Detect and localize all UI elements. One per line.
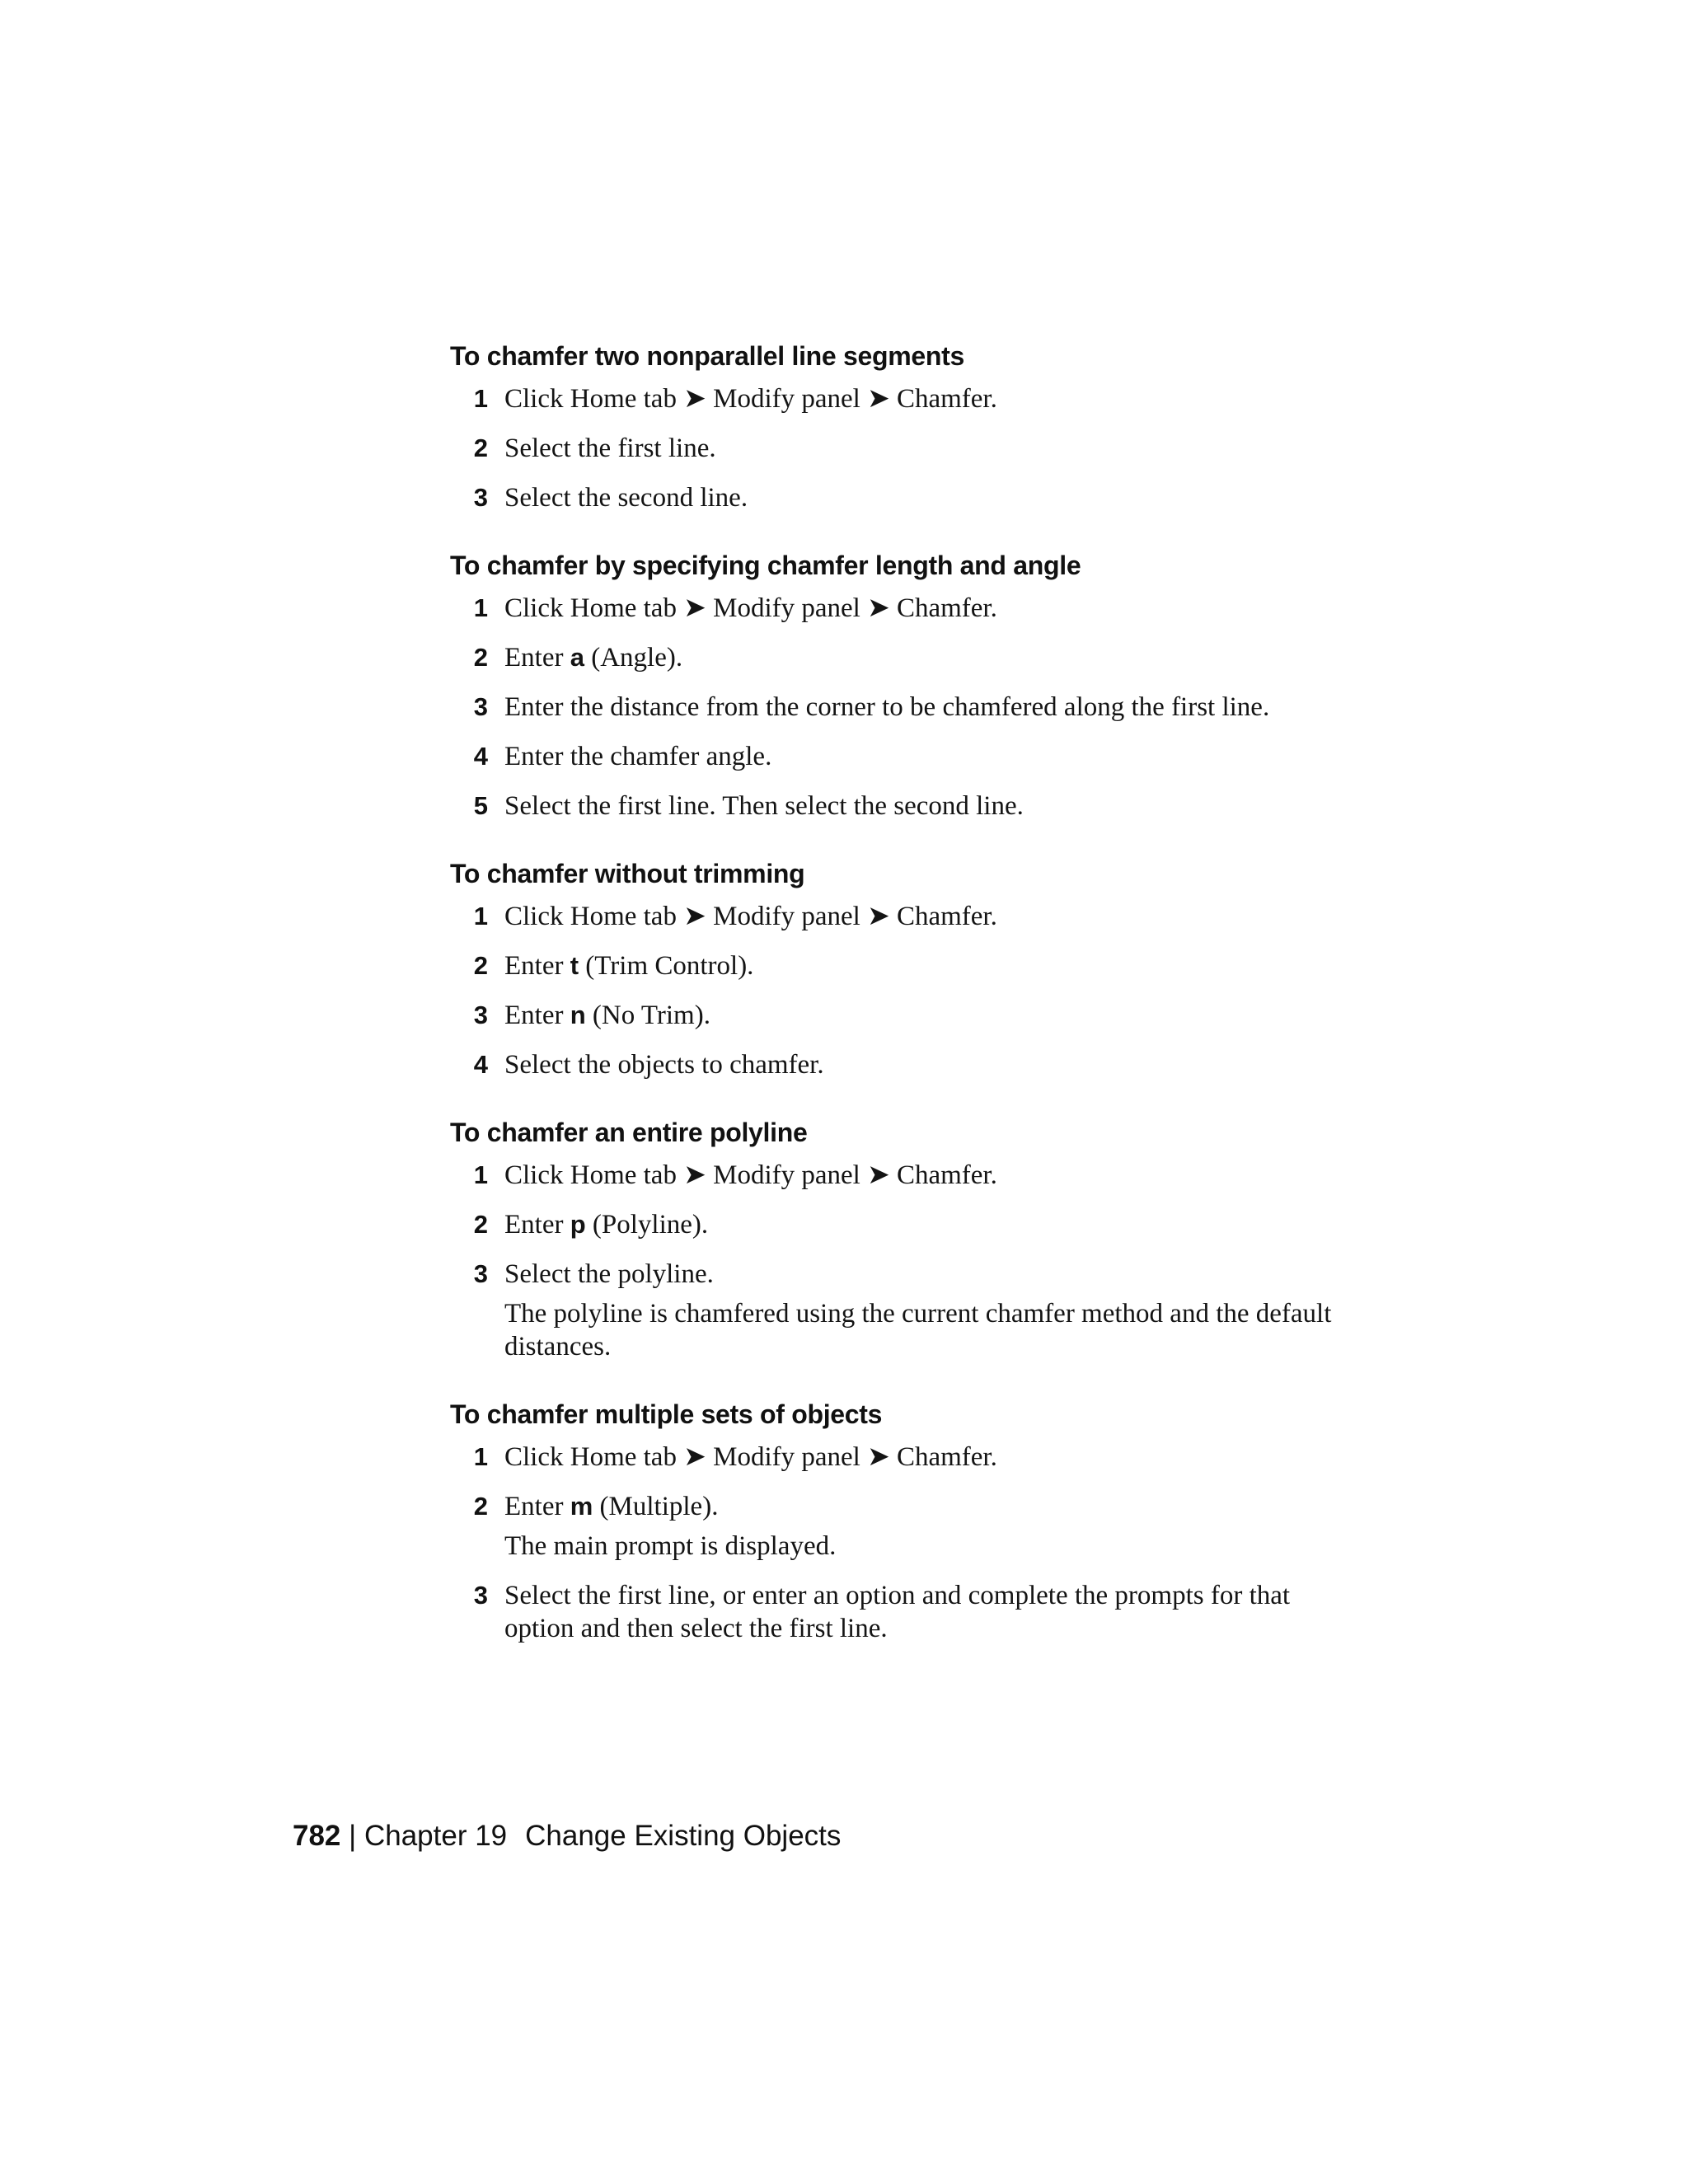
chapter-title: Change Existing Objects [525, 1820, 842, 1852]
step-item [450, 592, 1357, 625]
step-text [504, 740, 1357, 773]
step-note: The main prompt is displayed. [504, 1531, 837, 1561]
page-number: 782 [293, 1820, 341, 1852]
step-item [450, 1159, 1357, 1192]
step-text-main: Enter [504, 951, 570, 981]
step-text [504, 1579, 1357, 1645]
command-option-key: t [570, 951, 579, 980]
step-number: 5 [473, 791, 488, 820]
step-text [504, 790, 1357, 823]
step-item [450, 481, 1357, 514]
section-heading: To chamfer by specifying chamfer length and angle [450, 551, 1081, 580]
footer-separator: | [340, 1820, 364, 1852]
step-text-suffix: (Polyline). [585, 1210, 709, 1240]
step-text-main: Enter [504, 1001, 570, 1030]
step-text [504, 592, 1357, 625]
step-text [504, 1159, 1357, 1192]
step-note: The polyline is chamfered using the current chamfer method and the default distances. [504, 1299, 1332, 1361]
command-option-key: p [570, 1210, 586, 1239]
step-item [450, 641, 1357, 674]
procedure-section [450, 1398, 1357, 1645]
step-text-main: Select the first line. Then select the second line. [504, 791, 1024, 821]
procedure-section [450, 857, 1357, 1081]
procedure-section [450, 340, 1357, 514]
step-text [504, 1208, 1357, 1241]
step-number: 4 [473, 742, 488, 771]
step-item [450, 432, 1357, 465]
document-body [450, 340, 1357, 1680]
command-option-key: m [570, 1492, 593, 1521]
step-text-main: Select the first line, or enter an option and complete the prompts for that option and then select the first line. [504, 1581, 1291, 1643]
step-number: 3 [473, 1581, 488, 1610]
step-text-main: Click Home tab ➤ Modify panel ➤ Chamfer. [504, 902, 997, 931]
step-item [450, 1258, 1357, 1363]
step-text-suffix: (Multiple). [593, 1492, 719, 1521]
step-number: 2 [473, 1492, 488, 1521]
step-text [504, 481, 1357, 514]
step-text-suffix: (No Trim). [585, 1001, 710, 1030]
page-footer [293, 1818, 841, 1854]
step-item [450, 999, 1357, 1032]
step-number: 1 [473, 1160, 488, 1189]
step-number: 3 [473, 1001, 488, 1029]
step-text [504, 1258, 1357, 1291]
step-item [450, 382, 1357, 415]
chapter-label: Chapter 19 [363, 1820, 508, 1852]
step-item [450, 949, 1357, 982]
step-text [504, 691, 1357, 724]
step-text-main: Enter [504, 1210, 570, 1240]
step-item [450, 1490, 1357, 1563]
step-item [450, 1441, 1357, 1474]
section-heading: To chamfer multiple sets of objects [450, 1399, 883, 1429]
command-option-key: n [570, 1001, 586, 1029]
step-number: 3 [473, 692, 488, 721]
step-number: 3 [473, 483, 488, 512]
step-text [504, 999, 1357, 1032]
step-text-main: Enter [504, 1492, 570, 1521]
step-number: 2 [473, 1210, 488, 1239]
step-number: 2 [473, 643, 488, 672]
step-text-main: Select the polyline. [504, 1259, 714, 1289]
procedure-section [450, 1116, 1357, 1363]
step-text [504, 1441, 1357, 1474]
step-text-suffix: (Trim Control). [579, 951, 754, 981]
step-text [504, 900, 1357, 933]
step-text [504, 641, 1357, 674]
step-item [450, 1579, 1357, 1645]
step-text-main: Click Home tab ➤ Modify panel ➤ Chamfer. [504, 384, 997, 414]
step-number: 2 [473, 434, 488, 462]
step-number: 1 [473, 593, 488, 622]
procedure-section [450, 549, 1357, 823]
step-number: 1 [473, 1442, 488, 1471]
step-text-main: Click Home tab ➤ Modify panel ➤ Chamfer. [504, 1442, 997, 1472]
step-number: 1 [473, 384, 488, 413]
step-item [450, 740, 1357, 773]
step-item [450, 1208, 1357, 1241]
step-text [504, 1048, 1357, 1081]
section-heading: To chamfer an entire polyline [450, 1118, 808, 1147]
step-text-suffix: (Angle). [584, 643, 683, 673]
step-number: 4 [473, 1050, 488, 1079]
step-item [450, 691, 1357, 724]
step-text [504, 432, 1357, 465]
step-text [504, 1490, 1357, 1523]
step-text [504, 382, 1357, 415]
step-text-main: Enter [504, 643, 570, 673]
step-text-main: Click Home tab ➤ Modify panel ➤ Chamfer. [504, 1160, 997, 1190]
step-item [450, 1048, 1357, 1081]
step-number: 1 [473, 902, 488, 930]
step-item [450, 900, 1357, 933]
step-text-main: Enter the chamfer angle. [504, 742, 772, 771]
step-text-main: Select the first line. [504, 434, 716, 463]
step-number: 3 [473, 1259, 488, 1288]
step-text-main: Select the objects to chamfer. [504, 1050, 824, 1080]
step-text-main: Select the second line. [504, 483, 748, 513]
section-heading: To chamfer without trimming [450, 859, 805, 888]
command-option-key: a [570, 643, 584, 672]
section-heading: To chamfer two nonparallel line segments [450, 341, 964, 371]
step-text-main: Enter the distance from the corner to be chamfered along the first line. [504, 692, 1270, 722]
step-number: 2 [473, 951, 488, 980]
step-item [450, 790, 1357, 823]
step-text [504, 949, 1357, 982]
step-text-main: Click Home tab ➤ Modify panel ➤ Chamfer. [504, 593, 997, 623]
